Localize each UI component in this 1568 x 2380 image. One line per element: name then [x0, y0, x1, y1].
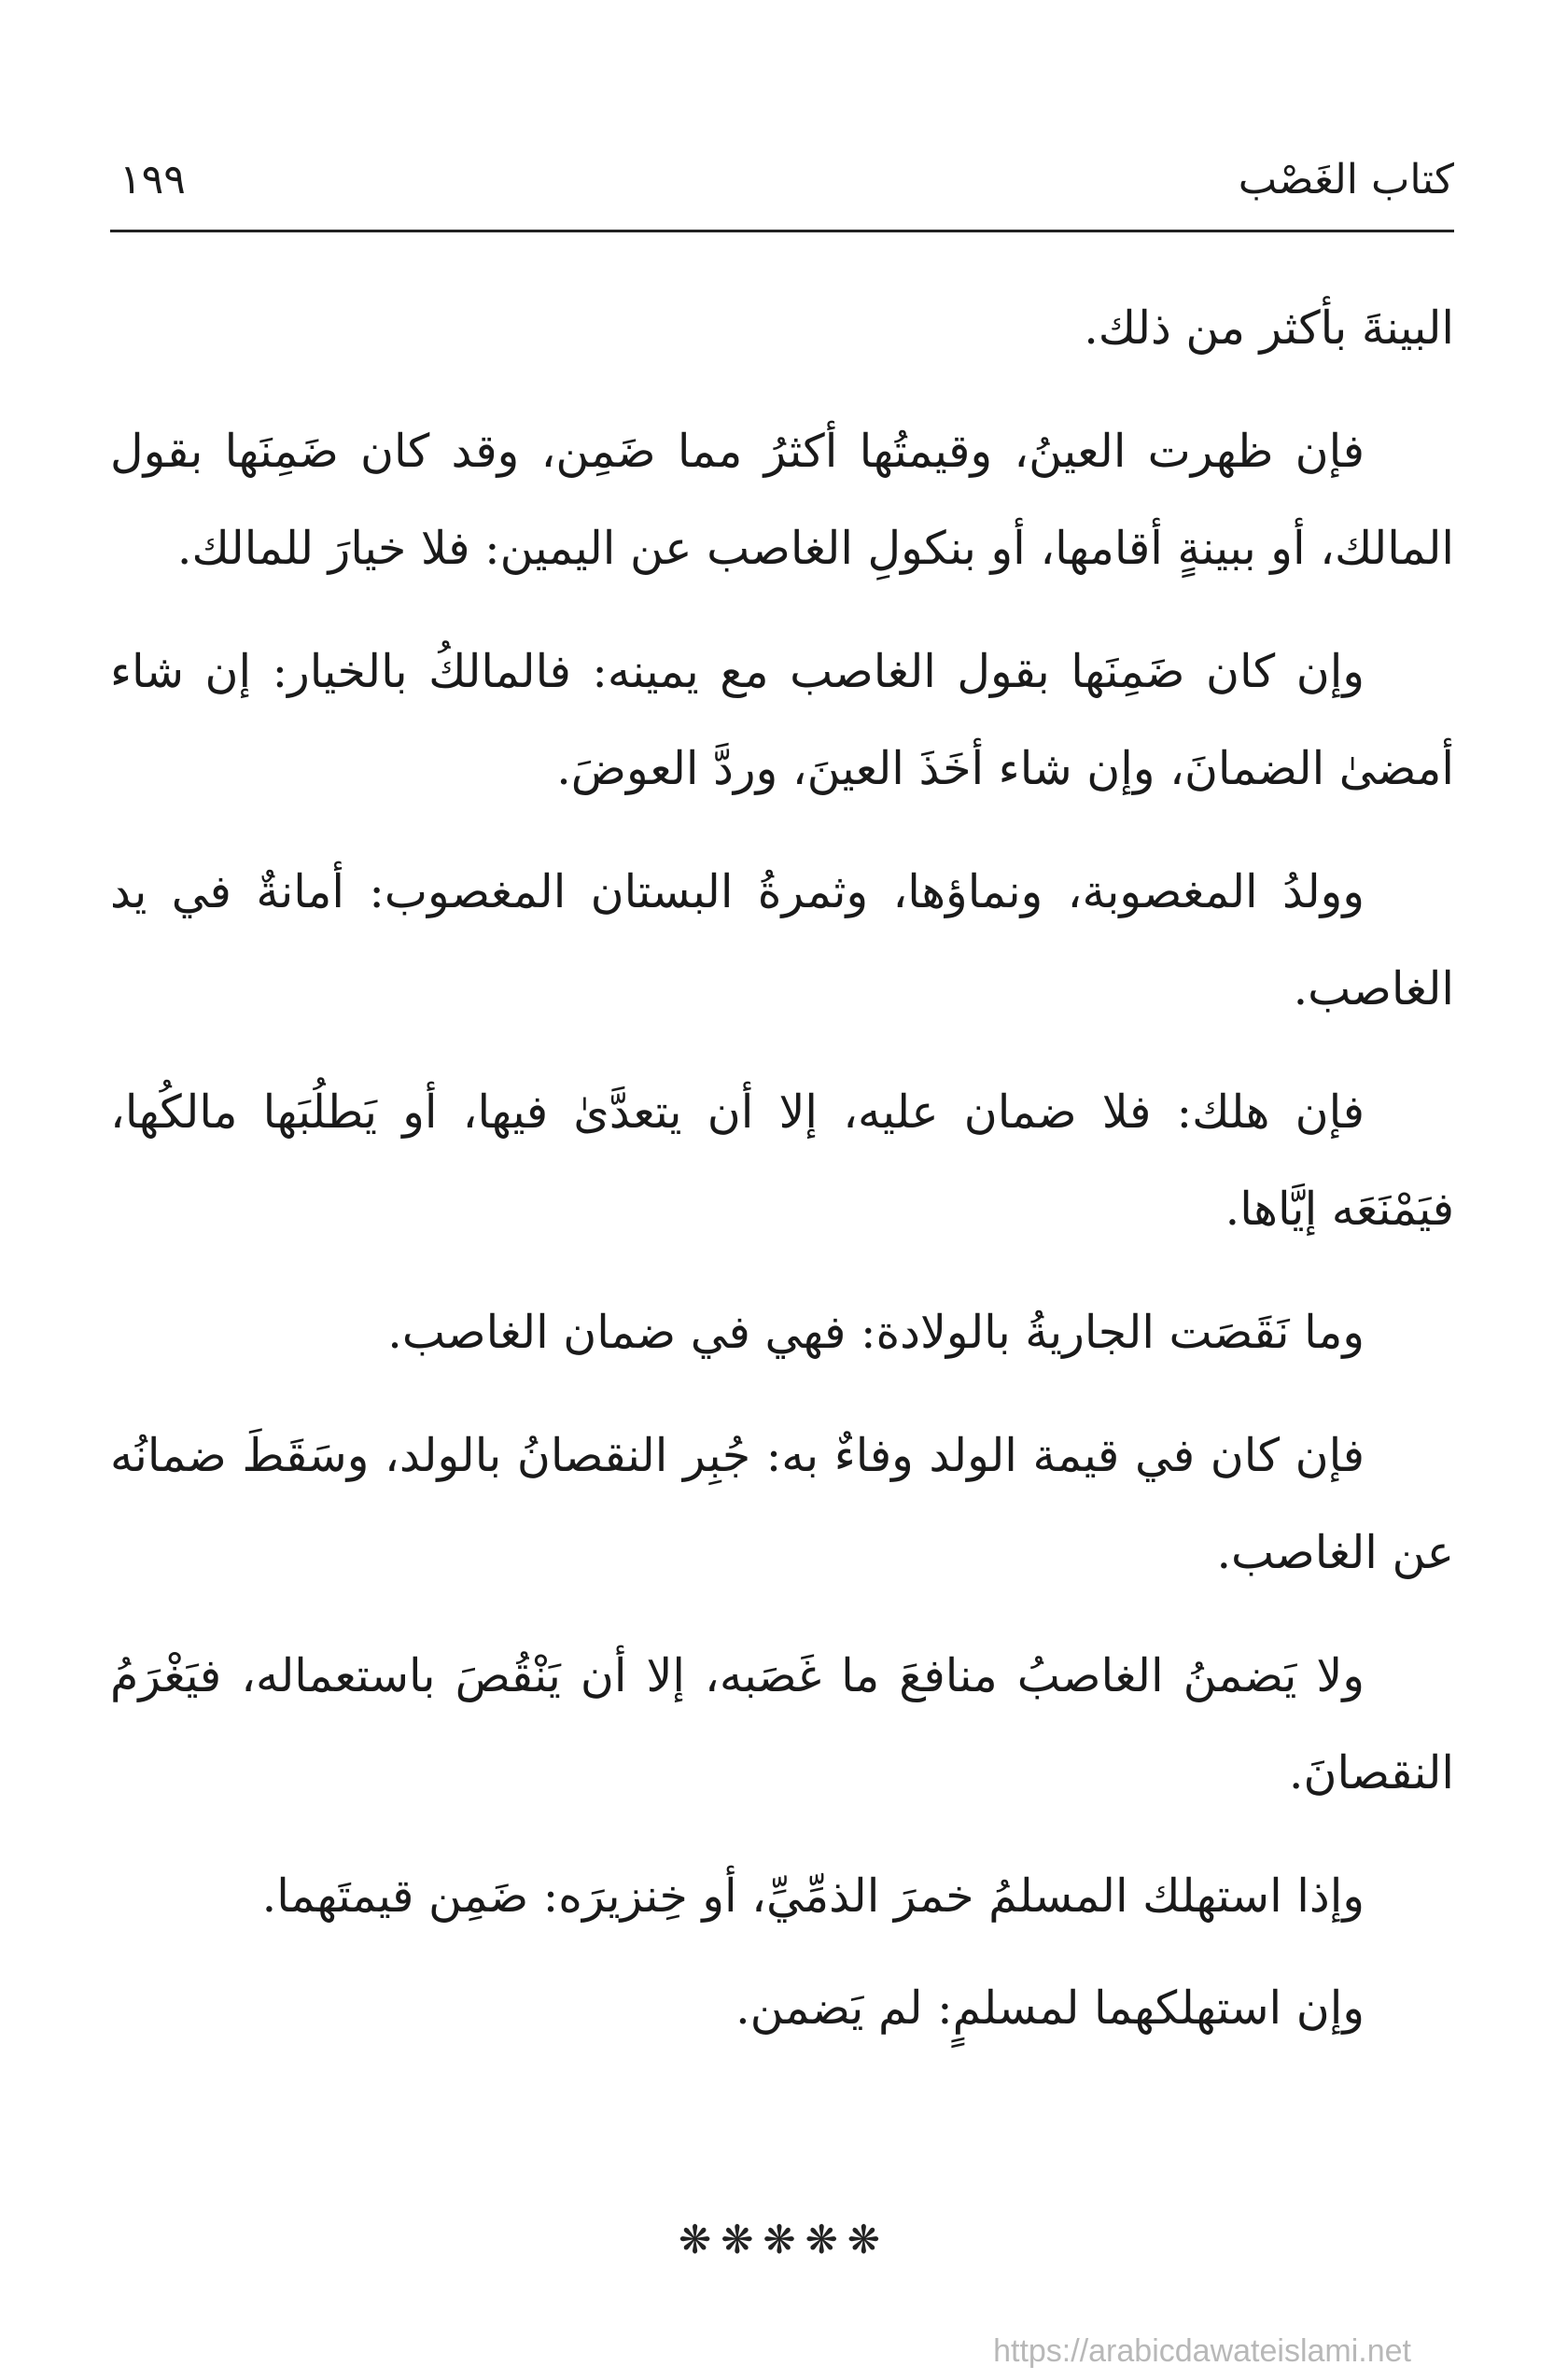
- paragraph: ولا يَضمنُ الغاصبُ منافعَ ما غَصَبه، إلا أن يَنْقُصَ باستعماله، فيَغْرَمُ النقصانَ.: [110, 1649, 1454, 1799]
- section-separator: ❋❋❋❋❋: [679, 2217, 889, 2262]
- paragraph-continuation: البينةَ بأكثر من ذلك.: [1084, 301, 1454, 355]
- paragraph: وما نَقَصَت الجاريةُ بالولادة: فهي في ضمان الغاصب.: [387, 1306, 1365, 1359]
- page-body: [110, 280, 1454, 2072]
- paragraph: وإذا استهلك المسلمُ خمرَ الذمِّيِّ، أو خِنزيرَه: ضَمِن قيمتَهما.: [261, 1869, 1365, 1923]
- paragraph: فإن كان في قيمة الولد وفاءٌ به: جُبِر النقصانُ بالولد، وسَقَطَ ضمانُه عن الغاصب.: [110, 1429, 1454, 1579]
- page-number: ١٩٩: [119, 156, 186, 203]
- page-header: [110, 140, 1454, 232]
- paragraph: فإن ظهرت العينُ، وقيمتُها أكثرُ مما ضَمِن، وقد كان ضَمِنَها بقول المالك، أو ببينةٍ أقامها، أو بنكولِ الغاصب عن اليمين: فلا خيارَ للمالك.: [110, 425, 1454, 575]
- watermark-url: https://arabicdawateislami.net: [993, 2333, 1411, 2369]
- paragraph: وإن كان ضَمِنَها بقول الغاصب مع يمينه: فالمالكُ بالخيار: إن شاء أمضىٰ الضمانَ، وإن شاء أخَذَ العينَ، وردَّ العوضَ.: [110, 645, 1454, 795]
- paragraph: فإن هلك: فلا ضمان عليه، إلا أن يتعدَّىٰ فيها، أو يَطلُبَها مالكُها، فيَمْنَعَه إيَّاها.: [110, 1085, 1454, 1236]
- chapter-title: كتاب الغَصْب: [1238, 156, 1454, 203]
- paragraph: وإن استهلكهما لمسلمٍ: لم يَضمن.: [735, 1981, 1365, 2035]
- paragraph: وولدُ المغصوبة، ونماؤها، وثمرةُ البستان المغصوب: أمانةٌ في يد الغاصب.: [110, 865, 1454, 1015]
